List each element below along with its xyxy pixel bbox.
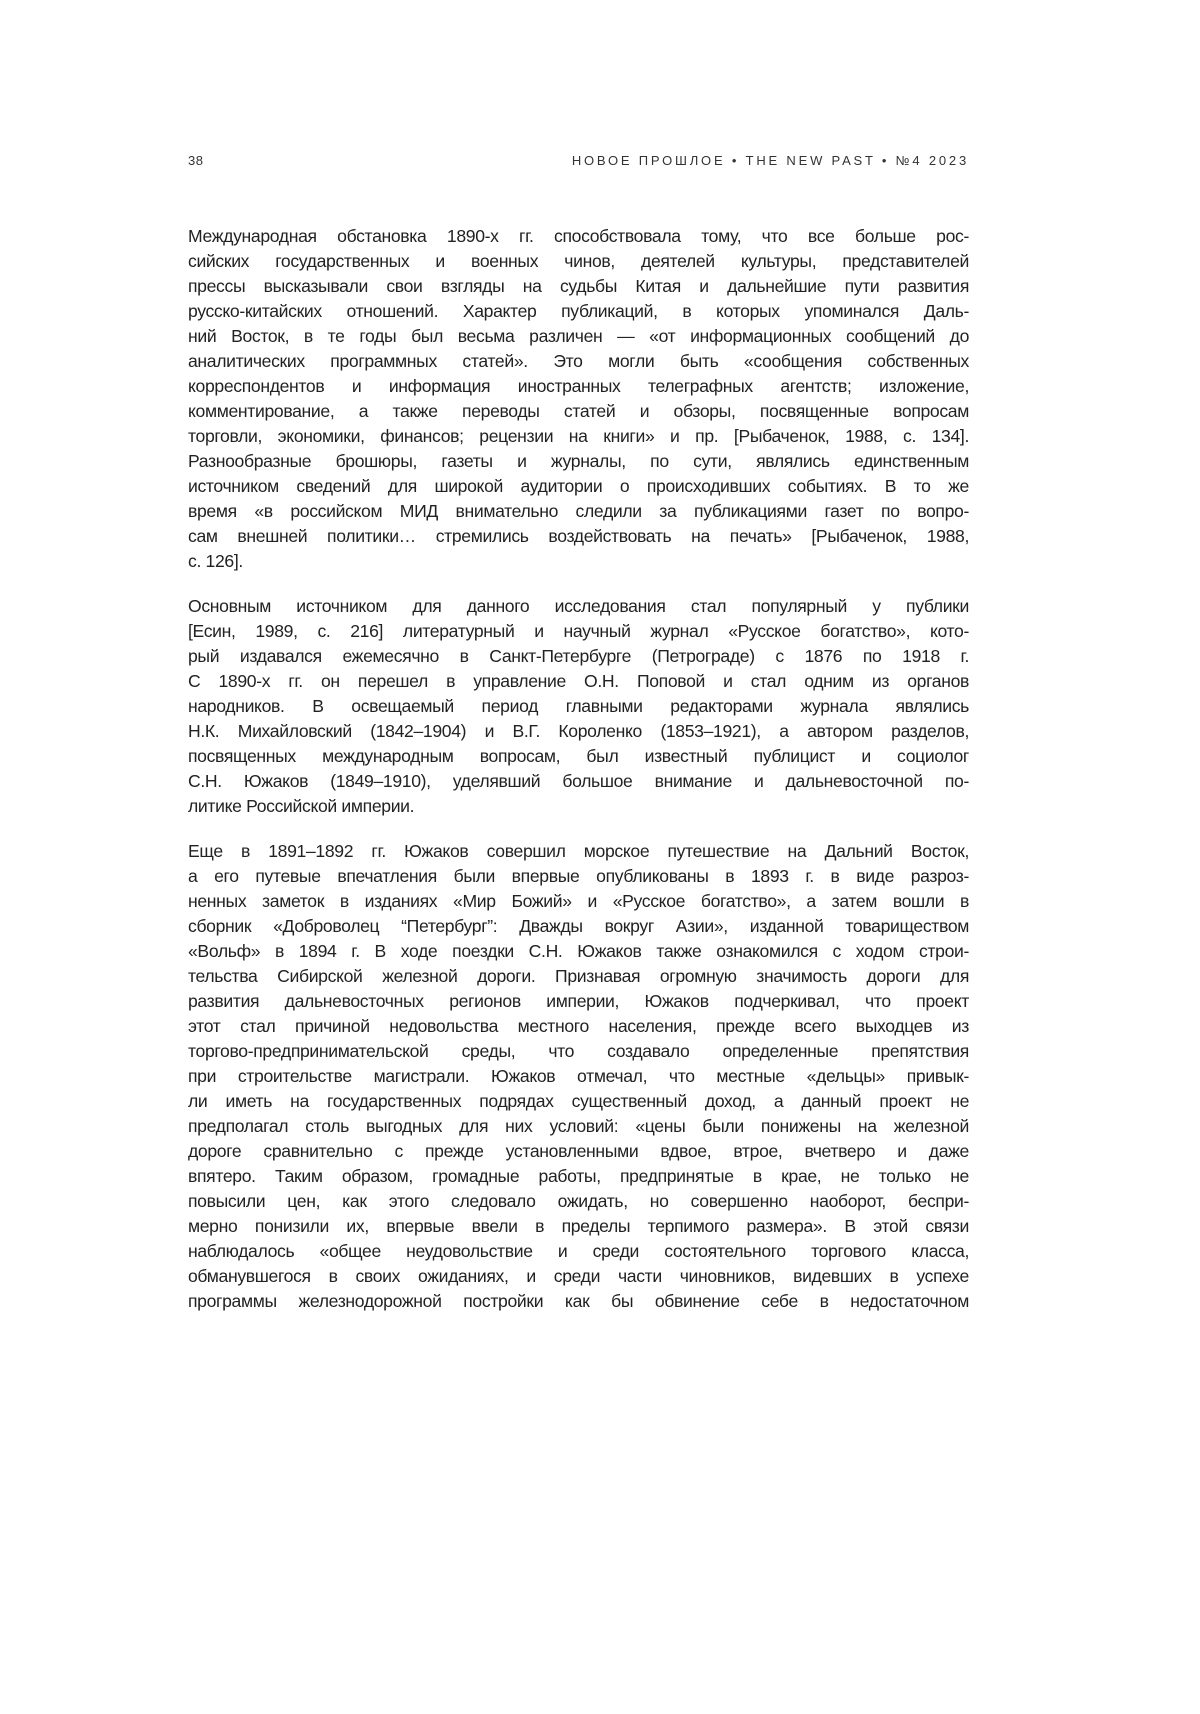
text-line: С.Н. Южаков (1849–1910), уделявший большое внимание и дальневосточной по-	[188, 769, 969, 794]
paragraph	[188, 839, 969, 1314]
text-line: сам внешней политики… стремились воздействовать на печать» [Рыбаченок, 1988,	[188, 524, 969, 549]
text-line: ний Восток, в те годы был весьма различен — «от информационных сообщений до	[188, 324, 969, 349]
text-line: при строительстве магистрали. Южаков отмечал, что местные «дельцы» привык-	[188, 1064, 969, 1089]
text-line: дороге сравнительно с прежде установленными вдвое, втрое, вчетверо и даже	[188, 1139, 969, 1164]
text-line: русско-китайских отношений. Характер публикаций, в которых упоминался Даль-	[188, 299, 969, 324]
text-line: сийских государственных и военных чинов, деятелей культуры, представителей	[188, 249, 969, 274]
text-line: сборник «Доброволец “Петербург”: Дважды вокруг Азии», изданной товариществом	[188, 914, 969, 939]
text-line: прессы высказывали свои взгляды на судьбы Китая и дальнейшие пути развития	[188, 274, 969, 299]
text-line: «Вольф» в 1894 г. В ходе поездки С.Н. Южаков также ознакомился с ходом строи-	[188, 939, 969, 964]
text-line: источником сведений для широкой аудитории о происходивших событиях. В то же	[188, 474, 969, 499]
text-line: а его путевые впечатления были впервые опубликованы в 1893 г. в виде разроз-	[188, 864, 969, 889]
paragraph	[188, 224, 969, 574]
text-line: С 1890-х гг. он перешел в управление О.Н. Поповой и стал одним из органов	[188, 669, 969, 694]
text-line: мерно понизили их, впервые ввели в пределы терпимого размера». В этой связи	[188, 1214, 969, 1239]
text-line: повысили цен, как этого следовало ожидать, но совершенно наоборот, беспри-	[188, 1189, 969, 1214]
text-line: тельства Сибирской железной дороги. Признавая огромную значимость дороги для	[188, 964, 969, 989]
text-line: Разнообразные брошюры, газеты и журналы, по сути, являлись единственным	[188, 449, 969, 474]
text-line: наблюдалось «общее неудовольствие и среди состоятельного торгового класса,	[188, 1239, 969, 1264]
text-line: корреспондентов и информация иностранных телеграфных агентств; изложение,	[188, 374, 969, 399]
text-line: этот стал причиной недовольства местного населения, прежде всего выходцев из	[188, 1014, 969, 1039]
text-line: обманувшегося в своих ожиданиях, и среди части чиновников, видевших в успехе	[188, 1264, 969, 1289]
paragraph	[188, 594, 969, 819]
text-line: народников. В освещаемый период главными редакторами журнала являлись	[188, 694, 969, 719]
text-line: посвященных международным вопросам, был известный публицист и социолог	[188, 744, 969, 769]
text-line: ли иметь на государственных подрядах существенный доход, а данный проект не	[188, 1089, 969, 1114]
article-body	[188, 224, 969, 1334]
text-line: развития дальневосточных регионов империи, Южаков подчеркивал, что проект	[188, 989, 969, 1014]
text-line: литике Российской империи.	[188, 794, 969, 819]
text-line: ненных заметок в изданиях «Мир Божий» и «Русское богатство», а затем вошли в	[188, 889, 969, 914]
text-line: Основным источником для данного исследования стал популярный у публики	[188, 594, 969, 619]
text-line: торгово-предпринимательской среды, что создавало определенные препятствия	[188, 1039, 969, 1064]
text-line: впятеро. Таким образом, громадные работы, предпринятые в крае, не только не	[188, 1164, 969, 1189]
page-number: 38	[188, 153, 203, 168]
text-line: торговли, экономики, финансов; рецензии на книги» и пр. [Рыбаченок, 1988, с. 134].	[188, 424, 969, 449]
text-line: время «в российском МИД внимательно следили за публикациями газет по вопро-	[188, 499, 969, 524]
text-line: комментирование, а также переводы статей и обзоры, посвященные вопросам	[188, 399, 969, 424]
text-line: Международная обстановка 1890-х гг. способствовала тому, что все больше рос-	[188, 224, 969, 249]
text-line: с. 126].	[188, 549, 969, 574]
running-header-journal-title: НОВОЕ ПРОШЛОЕ • THE NEW PAST • №4 2023	[572, 153, 969, 168]
text-line: программы железнодорожной постройки как бы обвинение себе в недостаточном	[188, 1289, 969, 1314]
text-line: [Есин, 1989, с. 216] литературный и научный журнал «Русское богатство», кото-	[188, 619, 969, 644]
text-line: предполагал столь выгодных для них условий: «цены были понижены на железной	[188, 1114, 969, 1139]
text-line: Еще в 1891–1892 гг. Южаков совершил морское путешествие на Дальний Восток,	[188, 839, 969, 864]
text-line: аналитических программных статей». Это могли быть «сообщения собственных	[188, 349, 969, 374]
text-line: Н.К. Михайловский (1842–1904) и В.Г. Короленко (1853–1921), а автором разделов,	[188, 719, 969, 744]
text-line: рый издавался ежемесячно в Санкт-Петербурге (Петрограде) с 1876 по 1918 г.	[188, 644, 969, 669]
